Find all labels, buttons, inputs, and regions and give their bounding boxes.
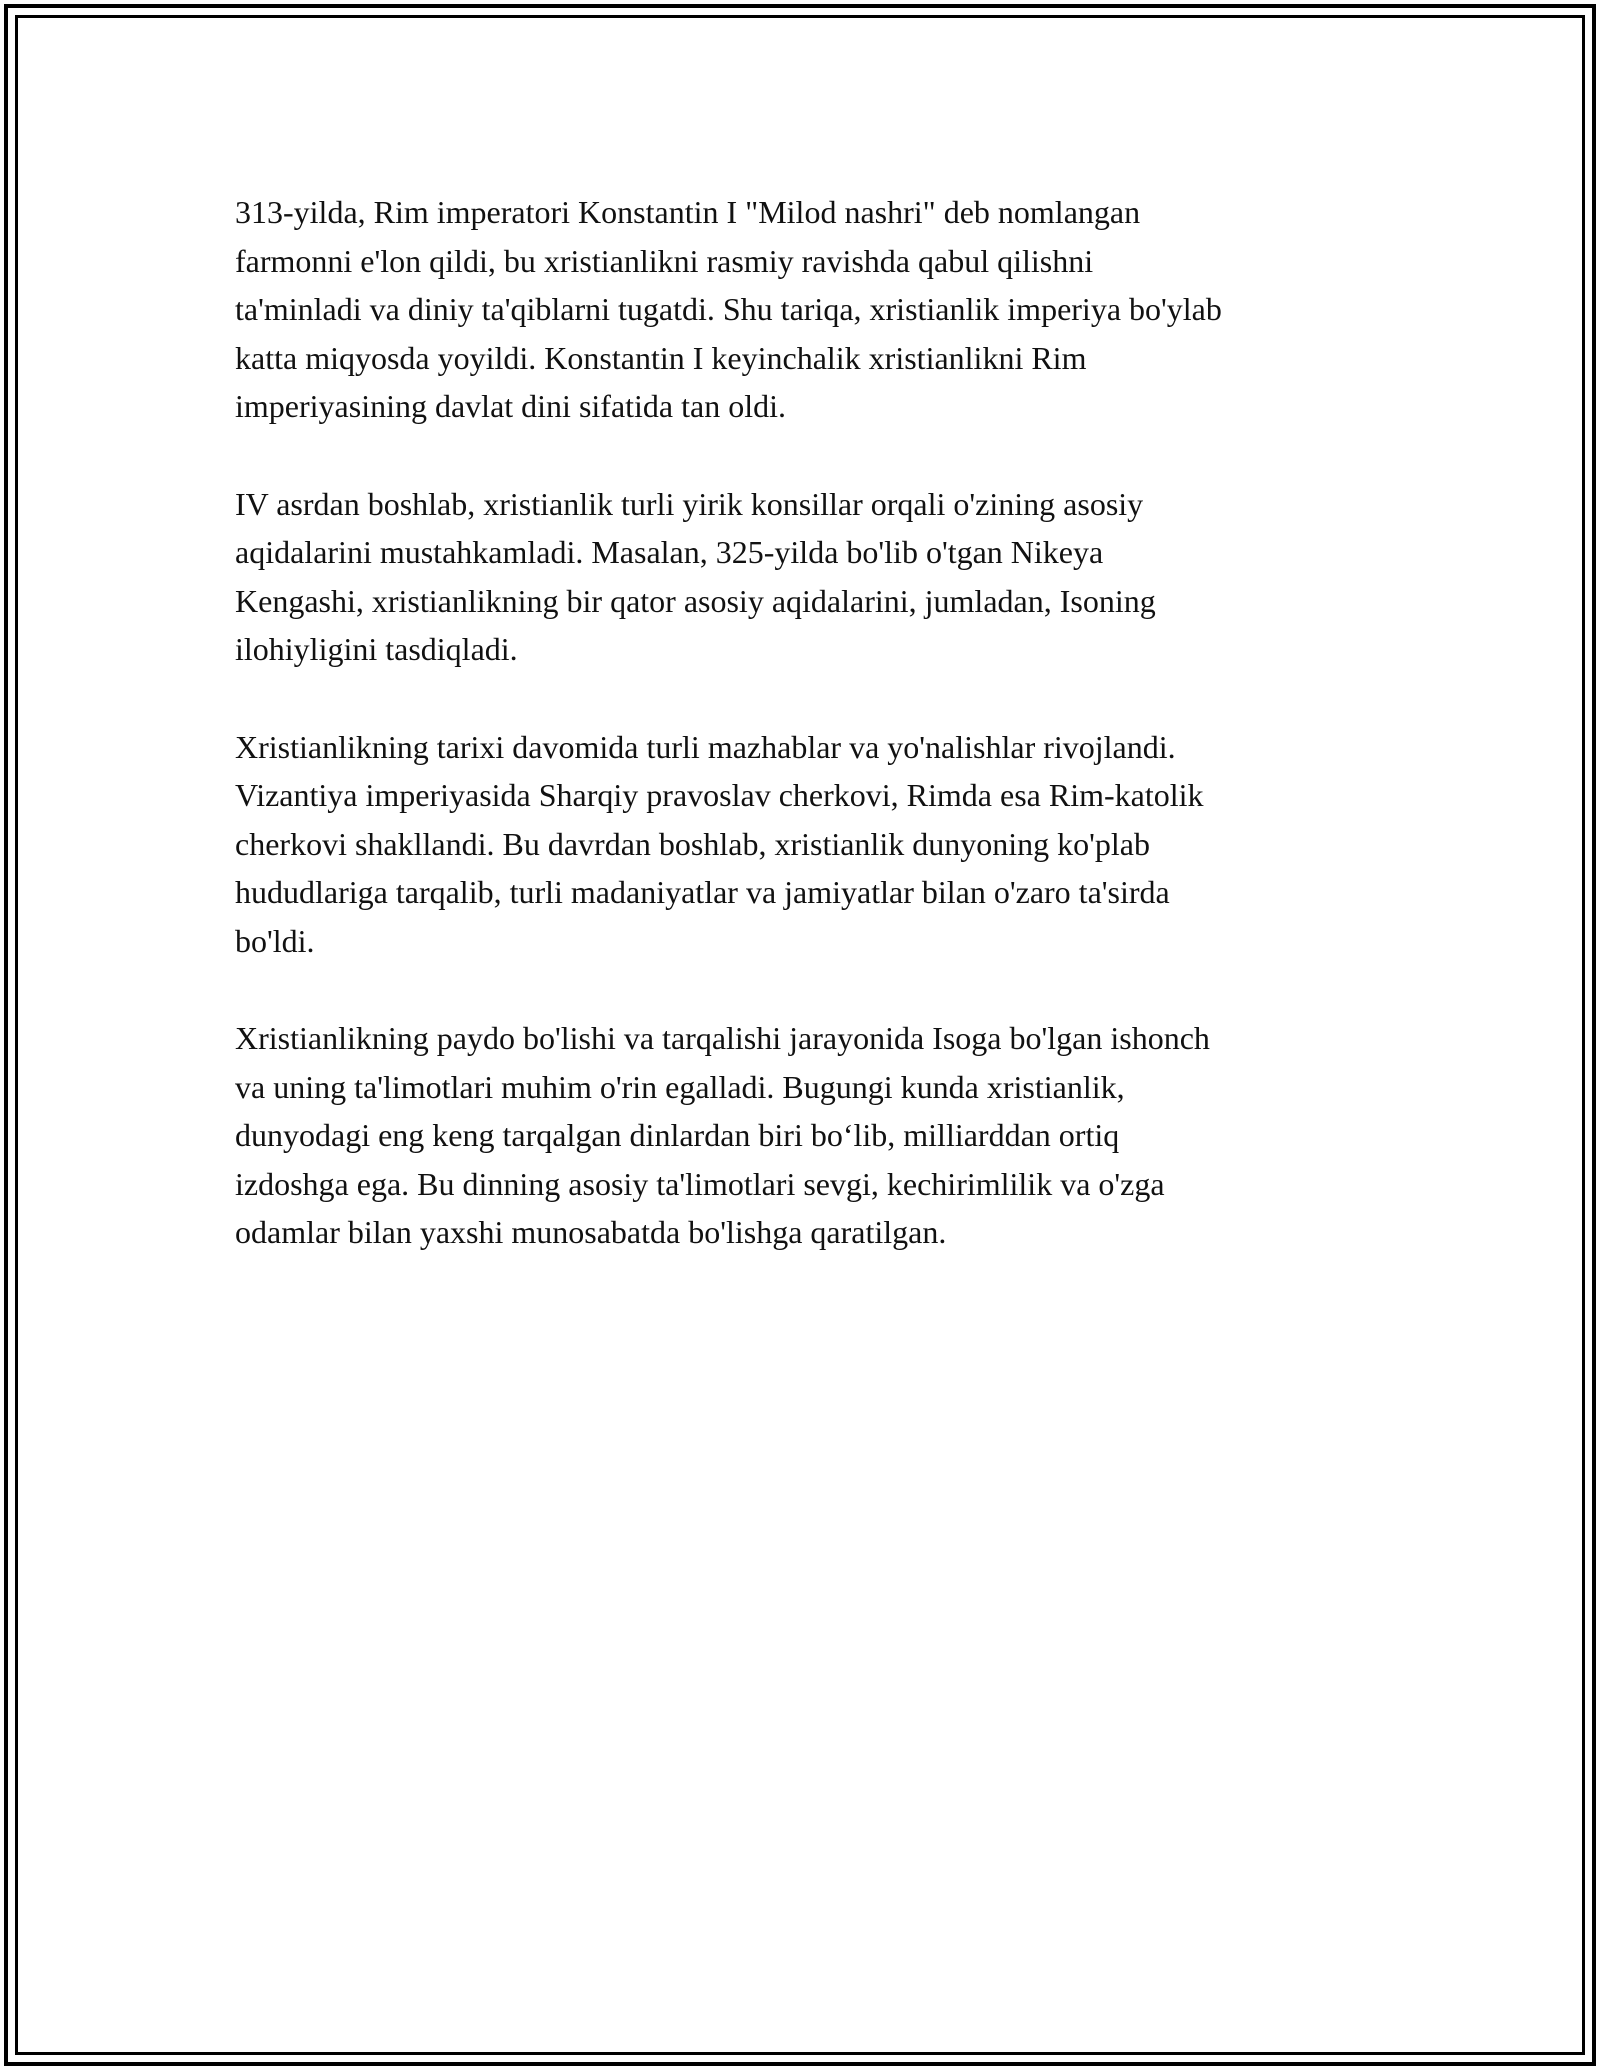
text-line: hududlariga tarqalib, turli madaniyatlar va jamiyatlar bilan o'zaro ta'sirda	[235, 874, 1170, 910]
text-line: aqidalarini mustahkamladi. Masalan, 325-yilda bo'lib o'tgan Nikeya	[235, 534, 1104, 570]
text-line: imperiyasining davlat dini sifatida tan oldi.	[235, 388, 786, 424]
document-body	[235, 188, 1385, 1306]
paragraph-1	[235, 188, 1385, 431]
text-line: farmonni e'lon qildi, bu xristianlikni rasmiy ravishda qabul qilishni	[235, 242, 1094, 279]
text-line: odamlar bilan yaxshi munosabatda bo'lishga qaratilgan.	[235, 1214, 947, 1250]
text-line: cherkovi shakllandi. Bu davrdan boshlab, xristianlik dunyoning ko'plab	[235, 825, 1150, 862]
text-line: va uning ta'limotlari muhim o'rin egalladi. Bugungi kunda xristianlik,	[235, 1068, 1125, 1105]
text-line: Kengashi, xristianlikning bir qator asosiy aqidalarini, jumladan, Isoning	[235, 582, 1156, 619]
text-line: bo'ldi.	[235, 922, 315, 959]
text-line: katta miqyosda yoyildi. Konstantin I keyinchalik xristianlikni Rim	[235, 339, 1087, 376]
text-line: Vizantiya imperiyasida Sharqiy pravoslav cherkovi, Rimda esa Rim-katolik	[235, 777, 1204, 813]
text-line: izdoshga ega. Bu dinning asosiy ta'limotlari sevgi, kechirimlilik va o'zga	[235, 1165, 1165, 1202]
text-line: Xristianlikning paydo bo'lishi va tarqalishi jarayonida Isoga bo'lgan ishonch	[235, 1020, 1210, 1056]
paragraph-3	[235, 723, 1385, 966]
text-line: ilohiyligini tasdiqladi.	[235, 631, 518, 667]
paragraph-4	[235, 1014, 1385, 1257]
text-line: ta'minladi va diniy ta'qiblarni tugatdi. Shu tariqa, xristianlik imperiya bo'ylab	[235, 291, 1222, 327]
text-line: dunyodagi eng keng tarqalgan dinlardan biri bo‘lib, milliarddan ortiq	[235, 1117, 1120, 1153]
text-line: Xristianlikning tarixi davomida turli mazhablar va yo'nalishlar rivojlandi.	[235, 728, 1176, 765]
paragraph-2	[235, 480, 1385, 674]
text-line: 313-yilda, Rim imperatori Konstantin I "Milod nashri" deb nomlangan	[235, 194, 1141, 230]
text-line: IV asrdan boshlab, xristianlik turli yirik konsillar orqali o'zining asosiy	[235, 485, 1144, 522]
